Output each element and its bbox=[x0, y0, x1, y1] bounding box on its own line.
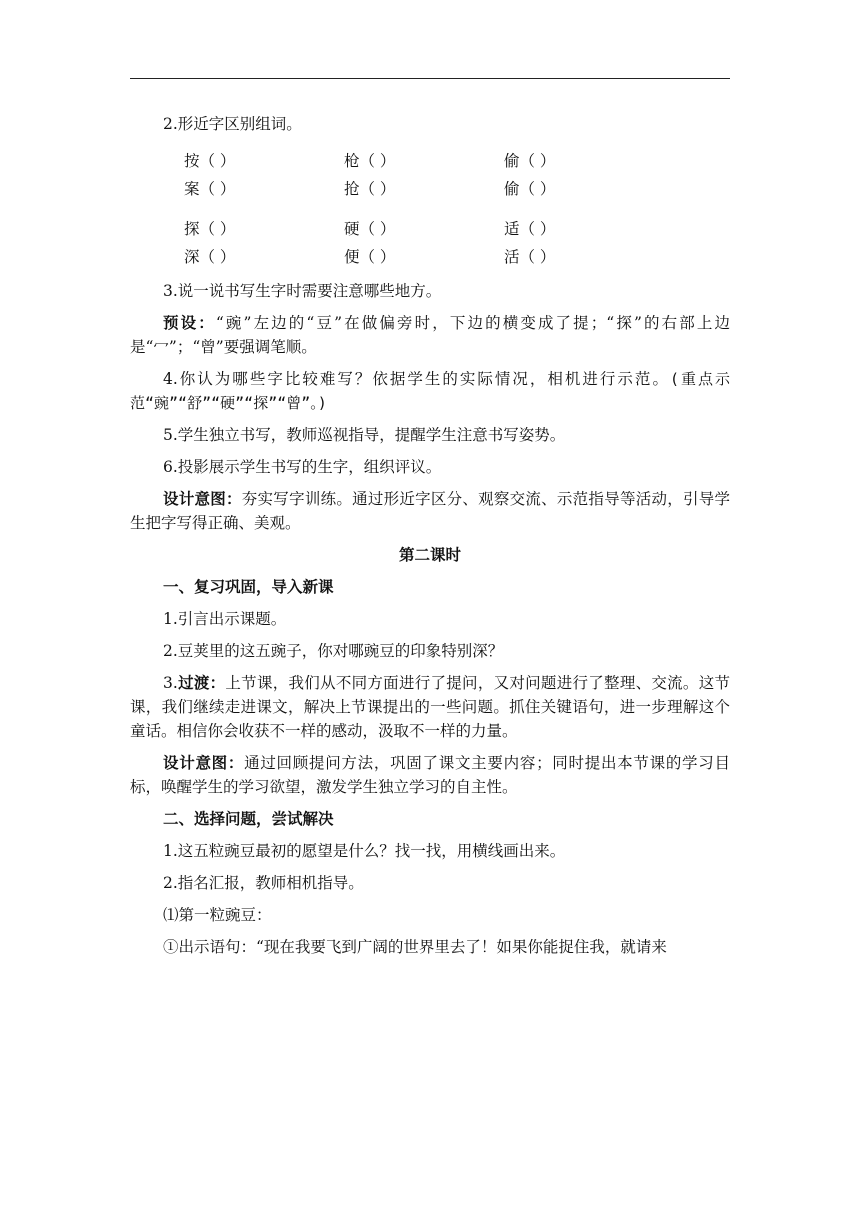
section-1-title: 一、复习巩固，导入新课 bbox=[163, 578, 334, 596]
question-3: 3.说一说书写生字时需要注意哪些地方。 bbox=[163, 282, 442, 300]
section-2-title: 二、选择问题，尝试解决 bbox=[163, 810, 334, 828]
design-intent-2 bbox=[130, 751, 730, 799]
word-grid bbox=[184, 147, 730, 271]
document-body bbox=[130, 112, 730, 959]
grid-cell: 活（ ） bbox=[504, 248, 556, 266]
design-intent-1 bbox=[130, 487, 730, 535]
preset-text: “豌”左边的“豆”在做偏旁时，下边的横变成了提；“探”的右部上边是“冖”；“曾”要强调笔顺。 bbox=[130, 314, 730, 356]
grid-row bbox=[184, 243, 730, 271]
section-2-item-2: 2.指名汇报，教师相机指导。 bbox=[163, 874, 364, 892]
question-4 bbox=[130, 367, 730, 415]
item-number: 3. bbox=[163, 674, 178, 692]
section-2-item-3: ⑴第一粒豌豆： bbox=[163, 906, 272, 924]
section-2-item-1: 1.这五粒豌豆最初的愿望是什么？找一找，用横线画出来。 bbox=[163, 842, 566, 860]
grid-cell: 偷（ ） bbox=[504, 152, 556, 170]
grid-cell: 硬（ ） bbox=[344, 220, 396, 238]
question-2: 2.形近字区别组词。 bbox=[163, 115, 302, 133]
grid-cell: 案（ ） bbox=[184, 180, 236, 198]
grid-cell: 便（ ） bbox=[344, 248, 396, 266]
preset-label: 预设： bbox=[163, 314, 216, 332]
grid-cell: 深（ ） bbox=[184, 248, 236, 266]
lesson-title: 第二课时 bbox=[398, 546, 461, 564]
design-intent-text: 通过回顾提问方法，巩固了课文主要内容；同时提出本节课的学习目标，唤醒学生的学习欲望，激发学生独立学习的自主性。 bbox=[130, 754, 730, 796]
section-1-item-3 bbox=[130, 671, 730, 743]
question-4-text: 4.你认为哪些字比较难写？依据学生的实际情况，相机进行示范。 bbox=[163, 370, 670, 388]
grid-cell: 适（ ） bbox=[504, 220, 556, 238]
section-2-item-4: ①出示语句：“现在我要飞到广阔的世界里去了！如果你能捉住我，就请来 bbox=[163, 938, 667, 956]
grid-cell: 偷（ ） bbox=[504, 180, 556, 198]
preset-paragraph bbox=[130, 311, 730, 359]
question-4-note: (重点示范“豌”“舒”“硬”“探”“曾”。) bbox=[130, 370, 731, 412]
section-1-item-1: 1.引言出示课题。 bbox=[163, 610, 287, 628]
header-rule bbox=[130, 78, 730, 79]
grid-cell: 抢（ ） bbox=[344, 180, 396, 198]
transition-label: 过渡： bbox=[177, 674, 226, 692]
section-1-item-2: 2.豆荚里的这五豌子，你对哪豌豆的印象特别深？ bbox=[163, 642, 504, 660]
question-6: 6.投影展示学生书写的生字，组织评议。 bbox=[163, 458, 442, 476]
grid-cell: 探（ ） bbox=[184, 220, 236, 238]
design-intent-label: 设计意图： bbox=[163, 754, 245, 772]
grid-cell: 按（ ） bbox=[184, 152, 236, 170]
question-5: 5.学生独立书写，教师巡视指导，提醒学生注意书写姿势。 bbox=[163, 426, 566, 444]
design-intent-label: 设计意图： bbox=[163, 490, 242, 508]
transition-text: 上节课，我们从不同方面进行了提问，又对问题进行了整理、交流。这节课，我们继续走进课文，解决上节课提出的一些问题。抓住关键语句，进一步理解这个童话。相信你会收获不一样的感动，汲取不一样的力量。 bbox=[130, 674, 730, 740]
grid-row bbox=[184, 175, 730, 203]
grid-row bbox=[184, 215, 730, 243]
grid-cell: 枪（ ） bbox=[344, 152, 396, 170]
grid-row bbox=[184, 147, 730, 175]
design-intent-text: 夯实写字训练。通过形近字区分、观察交流、示范指导等活动，引导学生把字写得正确、美观。 bbox=[130, 490, 730, 532]
